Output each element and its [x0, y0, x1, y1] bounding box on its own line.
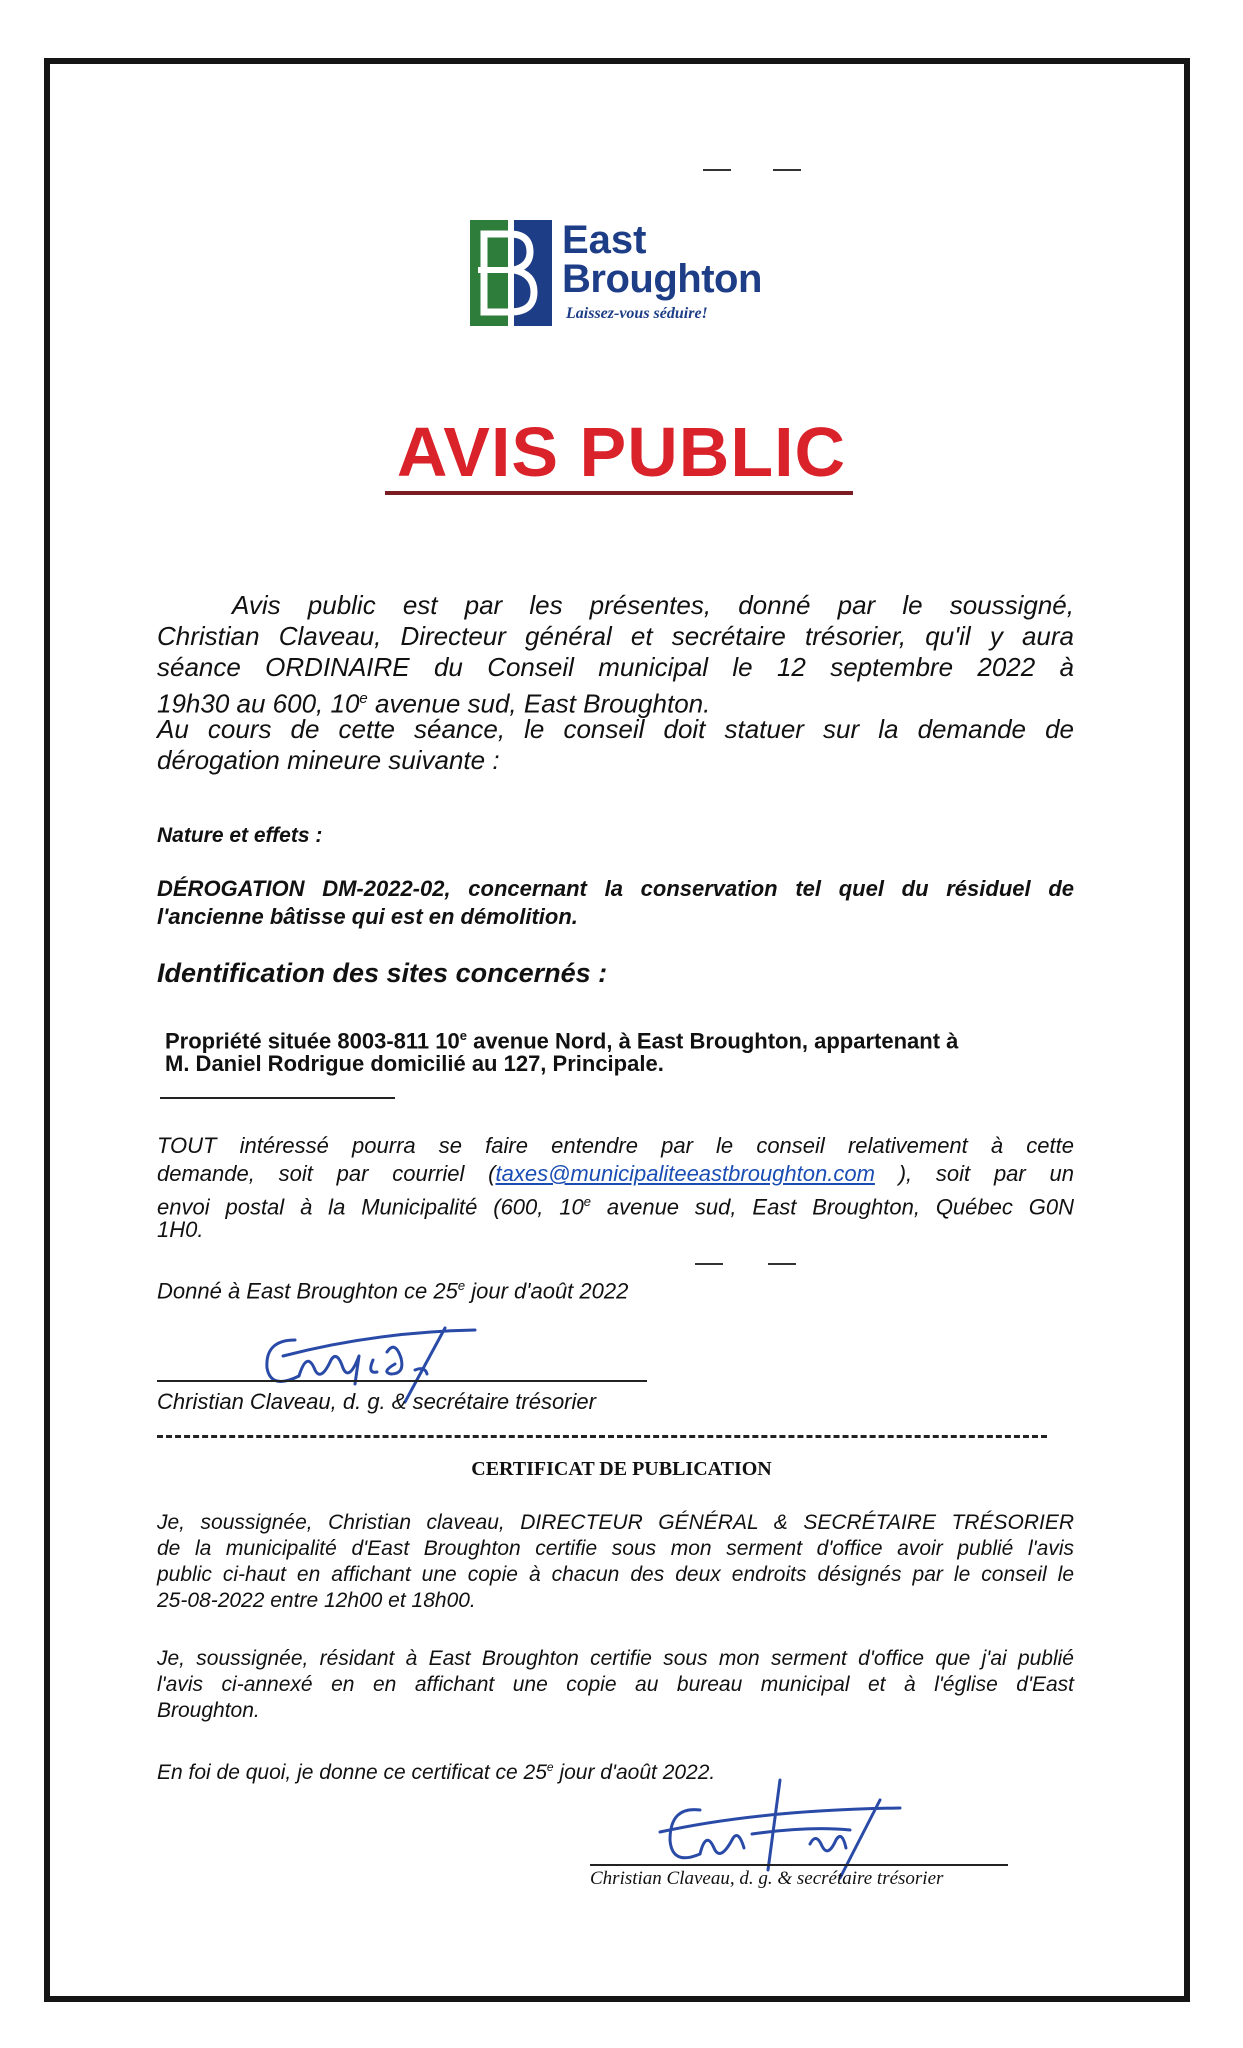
certificate-p1-line-1: Je, soussignée, Christian claveau, DIRECTEUR GÉNÉRAL & SECRÉTAIRE TRÉSORIER — [157, 1511, 1074, 1534]
logo-emblem-icon — [470, 220, 552, 326]
dashed-separator — [157, 1435, 1047, 1438]
certificate-p1-line-3: public ci-haut en affichant une copie à chacun des deux endroits désignés par le conseil le — [157, 1563, 1074, 1586]
scan-mark — [703, 169, 731, 171]
nature-heading: Nature et effets : — [157, 824, 323, 847]
title-underline — [385, 491, 853, 495]
intro-line-6: dérogation mineure suivante : — [157, 745, 500, 775]
tout-line-2: demande, soit par courriel (taxes@municipaliteeastbroughton.com ), soit par un — [157, 1161, 1074, 1186]
intro-line-3: séance ORDINAIRE du Conseil municipal le 12 septembre 2022 à — [157, 652, 1074, 682]
derogation-line-1: DÉROGATION DM-2022-02, concernant la conservation tel quel du résiduel de — [157, 876, 1074, 901]
certificate-p2-line-2: l'avis ci-annexé en en affichant une copie au bureau municipal et à l'église d'East — [157, 1673, 1074, 1696]
scan-mark — [768, 1263, 796, 1265]
property-line-1: Propriété située 8003-811 10e avenue Nord, à East Broughton, appartenant à — [165, 1028, 959, 1054]
intro-line-1: Avis public est par les présentes, donné par le soussigné, — [232, 590, 1074, 620]
intro-line-4: 19h30 au 600, 10e avenue sud, East Broughton. — [157, 688, 711, 719]
separator-line — [160, 1097, 395, 1099]
tout-line-1: TOUT intéressé pourra se faire entendre par le conseil relativement à cette — [157, 1133, 1074, 1158]
logo-name-line2: Broughton — [562, 257, 762, 301]
intro-line-2: Christian Claveau, Directeur général et secrétaire trésorier, qu'il y aura — [157, 621, 1074, 651]
signature-line-2 — [590, 1864, 1008, 1866]
tout-line-3: envoi postal à la Municipalité (600, 10e avenue sud, East Broughton, Québec G0N — [157, 1194, 1074, 1220]
signatory-name-2: Christian Claveau, d. g. & secrétaire trésorier — [590, 1868, 944, 1889]
logo-name-line1: East — [562, 218, 647, 262]
sites-heading: Identification des sites concernés : — [157, 958, 608, 988]
scan-mark — [773, 169, 801, 171]
logo-tagline: Laissez-vous séduire! — [566, 305, 708, 322]
certificate-closing: En foi de quoi, je donne ce certificat ce 25e jour d'août 2022. — [157, 1760, 716, 1784]
email-link[interactable]: taxes@municipaliteeastbroughton.com — [495, 1161, 875, 1186]
certificate-p1-line-2: de la municipalité d'East Broughton certifie sous mon serment d'office avoir publié l'avis — [157, 1537, 1074, 1560]
signature-line-1 — [157, 1380, 647, 1382]
certificate-p2-line-1: Je, soussignée, résidant à East Broughton certifie sous mon serment d'office que j'ai publié — [157, 1647, 1074, 1670]
tout-line-4: 1H0. — [157, 1217, 204, 1242]
given-date: Donné à East Broughton ce 25e jour d'août 2022 — [157, 1278, 629, 1304]
property-line-2: M. Daniel Rodrigue domicilié au 127, Principale. — [165, 1051, 664, 1076]
scan-mark — [695, 1263, 723, 1265]
derogation-line-2: l'ancienne bâtisse qui est en démolition. — [157, 904, 578, 929]
signatory-name-1: Christian Claveau, d. g. & secrétaire trésorier — [157, 1389, 596, 1414]
certificate-p2-line-3: Broughton. — [157, 1699, 260, 1722]
municipality-logo — [470, 220, 780, 332]
notice-title: AVIS PUBLIC — [396, 413, 847, 491]
certificate-p1-line-4: 25-08-2022 entre 12h00 et 18h00. — [157, 1589, 476, 1612]
intro-line-5: Au cours de cette séance, le conseil doit statuer sur la demande de — [157, 714, 1074, 744]
certificate-heading: CERTIFICAT DE PUBLICATION — [471, 1458, 772, 1480]
